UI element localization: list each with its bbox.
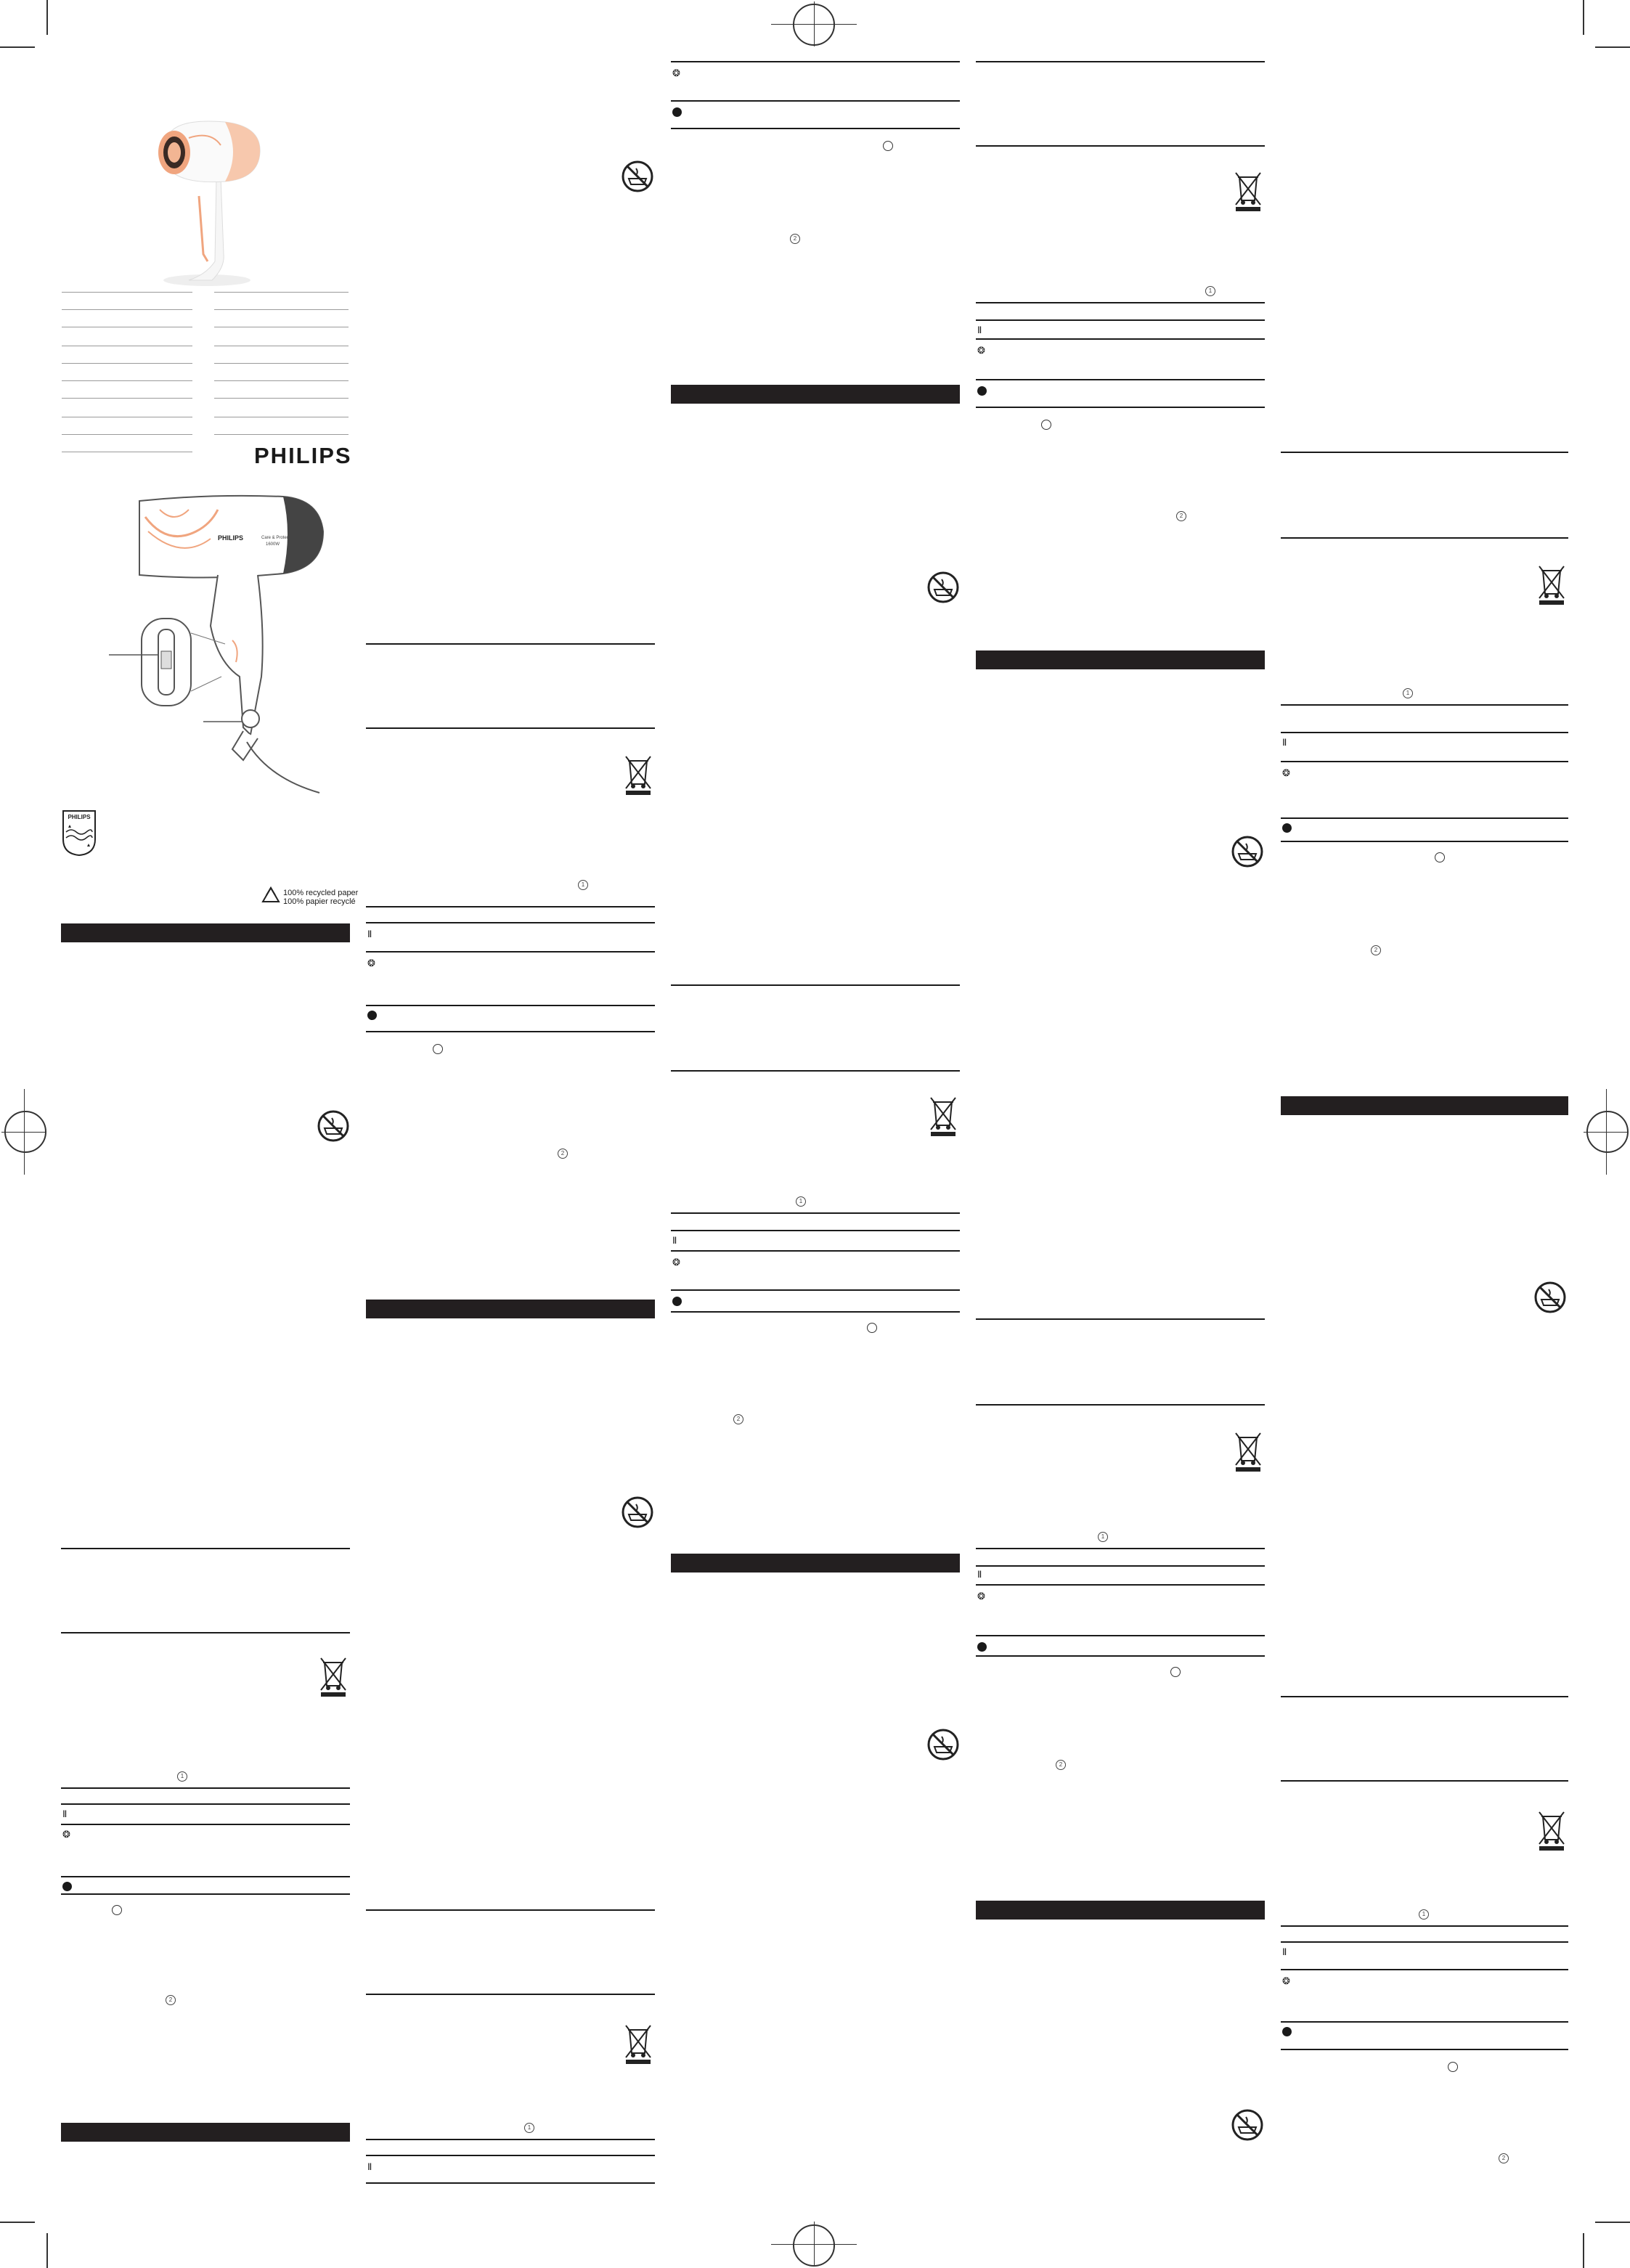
callout-number-1: 1 <box>177 1771 187 1782</box>
callout-number-2: 2 <box>1176 511 1186 521</box>
table-rule <box>976 379 1265 380</box>
table-rule <box>366 2139 655 2140</box>
setting-dot <box>1282 2027 1292 2036</box>
section-rule <box>1281 452 1568 453</box>
crop-mark-tl-v <box>46 0 48 35</box>
setting-dot <box>672 1297 682 1306</box>
setting-glyph-swirl: ❂ <box>672 68 680 78</box>
section-header-bar <box>61 923 350 942</box>
registration-mark-icon <box>1584 1089 1629 1175</box>
table-rule <box>1281 841 1568 842</box>
table-rule <box>61 1787 350 1789</box>
table-rule <box>366 2155 655 2156</box>
weee-bin-icon <box>1233 1432 1263 1472</box>
section-rule <box>366 1994 655 1995</box>
table-rule <box>976 407 1265 408</box>
no-bath-icon <box>621 1496 654 1529</box>
callout-ring <box>1041 420 1051 430</box>
no-bath-icon <box>1533 1281 1567 1314</box>
table-rule <box>976 338 1265 340</box>
cover-line <box>62 309 192 310</box>
cover-line <box>214 309 349 310</box>
cover-line <box>214 434 349 435</box>
table-rule <box>61 1803 350 1805</box>
setting-glyph-pi: Ⅱ <box>367 2161 372 2172</box>
table-rule <box>366 951 655 953</box>
section-rule <box>976 145 1265 147</box>
table-rule <box>61 1824 350 1825</box>
callout-ring <box>883 141 893 151</box>
table-rule <box>976 302 1265 303</box>
section-header-bar <box>671 1554 960 1572</box>
illustration-product-wattage: 1600W <box>266 542 280 547</box>
table-rule <box>671 1212 960 1214</box>
callout-number-2: 2 <box>1499 2153 1509 2163</box>
weee-bin-icon <box>1536 1811 1567 1851</box>
setting-dot <box>62 1882 72 1891</box>
section-rule <box>976 1318 1265 1320</box>
setting-glyph-pi: Ⅱ <box>977 1569 982 1580</box>
registration-mark-icon <box>1 1089 46 1175</box>
callout-ring <box>112 1905 122 1915</box>
setting-glyph-swirl: ❂ <box>367 958 375 968</box>
callout-number-1: 1 <box>524 2123 534 2133</box>
cover-line <box>62 363 192 364</box>
table-rule <box>976 1655 1265 1657</box>
callout-number-2: 2 <box>733 1414 743 1424</box>
svg-text:PHILIPS: PHILIPS <box>68 814 91 820</box>
weee-bin-icon <box>318 1657 349 1697</box>
cover-line <box>214 398 349 399</box>
setting-glyph-swirl: ❂ <box>1282 1975 1290 1986</box>
section-rule <box>671 1070 960 1072</box>
table-rule <box>366 1031 655 1032</box>
crop-mark-bl-h <box>0 2222 35 2223</box>
callout-number-1: 1 <box>1403 688 1413 698</box>
section-rule <box>366 643 655 645</box>
setting-glyph-pi: Ⅱ <box>672 1235 677 1246</box>
callout-ring <box>1170 1667 1181 1677</box>
table-rule <box>61 1876 350 1877</box>
table-rule <box>976 1635 1265 1636</box>
table-rule <box>1281 761 1568 762</box>
weee-bin-icon <box>1233 171 1263 212</box>
illustration-product-label: Care & Protect <box>261 536 290 540</box>
callout-ring <box>433 1044 443 1054</box>
philips-shield-icon <box>61 809 97 857</box>
recycle-label-en: 100% recycled paper <box>283 889 359 897</box>
callout-number-1: 1 <box>1205 286 1215 296</box>
section-rule <box>671 984 960 986</box>
callout-number-1: 1 <box>796 1196 806 1207</box>
setting-glyph-pi: Ⅱ <box>62 1808 68 1819</box>
table-rule <box>366 922 655 923</box>
cover-line <box>62 292 192 293</box>
table-rule <box>1281 704 1568 706</box>
philips-wordmark: PHILIPS <box>254 443 352 468</box>
setting-dot <box>977 1642 987 1652</box>
section-rule <box>61 1632 350 1633</box>
callout-number-1: 1 <box>1419 1909 1429 1920</box>
no-bath-icon <box>926 571 960 604</box>
crop-mark-br-v <box>1583 2233 1584 2268</box>
section-header-bar <box>671 385 960 404</box>
setting-glyph-pi: Ⅱ <box>367 929 372 939</box>
section-rule <box>366 727 655 729</box>
section-header-bar <box>61 2123 350 2142</box>
table-rule <box>1281 732 1568 733</box>
setting-glyph-pi: Ⅱ <box>1282 737 1287 748</box>
table-rule <box>1281 1969 1568 1970</box>
section-rule <box>366 1909 655 1911</box>
weee-bin-icon <box>928 1096 958 1137</box>
crop-mark-tr-v <box>1583 0 1584 35</box>
table-rule <box>976 319 1265 321</box>
weee-bin-icon <box>623 755 653 796</box>
setting-dot <box>672 107 682 117</box>
callout-number-2: 2 <box>558 1149 568 1159</box>
cover-line <box>62 434 192 435</box>
cover-line <box>214 292 349 293</box>
table-rule <box>366 2182 655 2184</box>
no-bath-icon <box>621 160 654 193</box>
callout-number-1: 1 <box>1098 1532 1108 1542</box>
callout-ring <box>1435 852 1445 862</box>
recycle-label-fr: 100% papier recyclé <box>283 897 356 906</box>
callout-number-2: 2 <box>1371 945 1381 955</box>
cover-line <box>214 380 349 381</box>
section-rule <box>61 1548 350 1549</box>
table-rule <box>366 1005 655 1006</box>
table-rule <box>1281 817 1568 819</box>
setting-dot <box>1282 823 1292 833</box>
table-rule <box>1281 1925 1568 1927</box>
setting-dot <box>977 386 987 396</box>
callout-number-2: 2 <box>166 1995 176 2005</box>
callout-number-1: 1 <box>578 880 588 890</box>
no-bath-icon <box>926 1728 960 1761</box>
setting-glyph-swirl: ❂ <box>672 1257 680 1268</box>
table-rule <box>671 1311 960 1313</box>
setting-glyph-swirl: ❂ <box>977 1591 985 1602</box>
callout-ring <box>1448 2062 1458 2072</box>
setting-glyph-pi: Ⅱ <box>1282 1946 1287 1957</box>
setting-glyph-pi: Ⅱ <box>977 325 982 335</box>
no-bath-icon <box>317 1109 350 1143</box>
table-rule <box>671 1289 960 1291</box>
table-rule <box>671 1230 960 1231</box>
table-rule <box>671 100 960 102</box>
crop-mark-br-h <box>1595 2222 1630 2223</box>
hair-dryer-photo <box>145 109 269 290</box>
callout-number-2: 2 <box>1056 1760 1066 1770</box>
setting-glyph-swirl: ❂ <box>62 1829 70 1840</box>
cover-line <box>62 380 192 381</box>
section-rule <box>1281 537 1568 539</box>
weee-bin-icon <box>1536 565 1567 605</box>
section-header-bar <box>976 1901 1265 1920</box>
table-rule <box>671 1250 960 1252</box>
cover-line <box>62 398 192 399</box>
crop-mark-bl-v <box>46 2233 48 2268</box>
no-bath-icon <box>1231 2108 1264 2142</box>
weee-bin-icon <box>623 2024 653 2065</box>
table-rule <box>1281 1941 1568 1943</box>
table-rule <box>1281 2049 1568 2050</box>
hair-dryer-illustration <box>102 488 352 800</box>
section-rule <box>1281 1780 1568 1782</box>
table-rule <box>976 1565 1265 1567</box>
recycle-icon <box>258 886 283 907</box>
no-bath-icon <box>1231 835 1264 868</box>
table-rule <box>976 1584 1265 1586</box>
crop-mark-tl-h <box>0 46 35 48</box>
callout-number-2: 2 <box>790 234 800 244</box>
table-rule <box>671 128 960 129</box>
table-rule <box>366 906 655 907</box>
section-rule <box>976 1404 1265 1406</box>
section-header-bar <box>1281 1096 1568 1115</box>
table-rule <box>671 61 960 62</box>
section-rule <box>1281 1696 1568 1697</box>
table-rule <box>976 1548 1265 1549</box>
section-rule <box>976 61 1265 62</box>
setting-glyph-swirl: ❂ <box>1282 767 1290 778</box>
section-header-bar <box>976 650 1265 669</box>
setting-dot <box>367 1011 377 1020</box>
registration-mark-icon <box>771 1 857 46</box>
table-rule <box>61 1893 350 1895</box>
crop-mark-tr-h <box>1595 46 1630 48</box>
setting-glyph-swirl: ❂ <box>977 345 985 356</box>
section-header-bar <box>366 1300 655 1318</box>
callout-ring <box>867 1323 877 1333</box>
illustration-brand: PHILIPS <box>218 534 244 542</box>
cover-line <box>214 363 349 364</box>
registration-mark-icon <box>771 2222 857 2267</box>
table-rule <box>1281 2021 1568 2023</box>
